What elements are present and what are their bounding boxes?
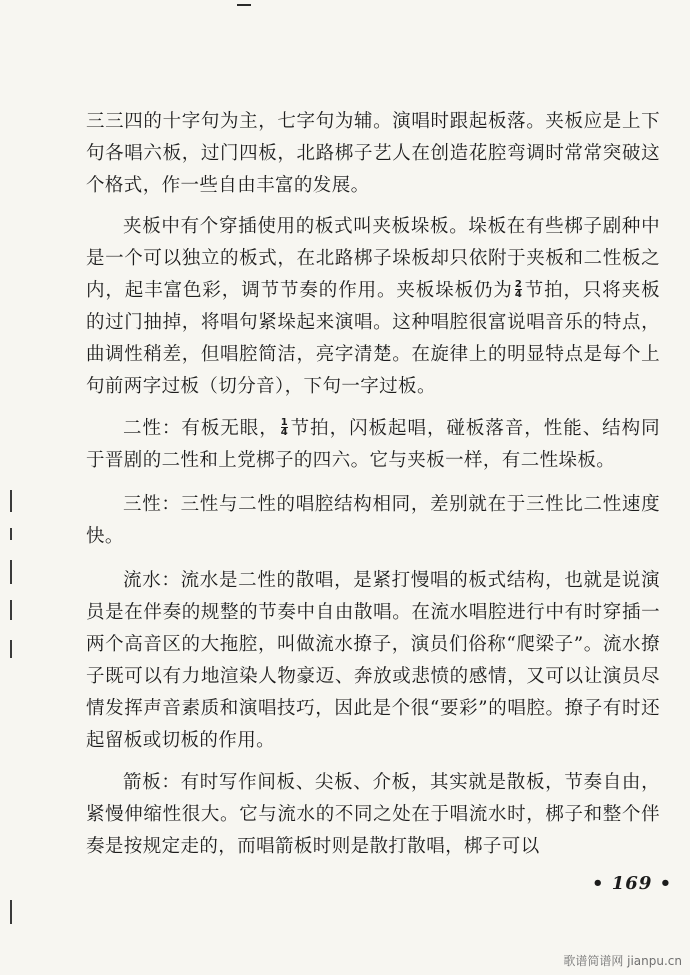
fraction-one-four-denominator: 4 xyxy=(280,426,289,438)
paragraph-jiaban-duoban xyxy=(86,211,660,403)
paragraph-sanxing: 三性：三性与二性的唱腔结构相同，差别就在于三性比二性速度快。 xyxy=(86,494,660,547)
paragraph-jiaban-duoban-part-b: 节拍，只将夹板的过门抽掉，将唱句紧垛起来演唱。这种唱腔很富说唱音乐的特点，曲调性稍差，但唱腔简洁，亮字清楚。在旋律上的明显特点是每个上句前两字过板（切分音），下句一字过板。 xyxy=(86,280,660,397)
fraction-two-four-denominator: 4 xyxy=(514,288,523,300)
watermark: 歌谱简谱网 jianpu.cn xyxy=(563,954,682,968)
margin-line-3 xyxy=(10,560,12,584)
fraction-two-four xyxy=(515,280,522,299)
fraction-one-four-numerator: 1 xyxy=(280,416,289,428)
margin-line-6 xyxy=(10,900,12,924)
paragraph-erxing xyxy=(86,413,660,477)
top-scan-mark xyxy=(237,4,251,6)
paragraph-liushui: 流水：流水是二性的散唱，是紧打慢唱的板式结构，也就是说演员是在伴奏的规整的节奏中自由散唱。在流水唱腔进行中有时穿插一两个高音区的大拖腔，叫做流水撩子，演员们俗称“爬梁子”。流水撩子既可以有力地渲染人物豪迈、奔放或悲愤的感情，又可以让演员尽情发挥声音素质和演唱技巧，因此是个很“要彩”的唱腔。撩子有时还起留板或切板的作用。 xyxy=(86,570,660,751)
paragraph-jiaban-duoban-part-a: 夹板中有个穿插使用的板式叫夹板垛板。垛板在有些梆子剧种中是一个可以独立的板式，在北路梆子垛板却只依附于夹板和二性板之内，起丰富色彩，调节节奏的作用。夹板垛板仍为 xyxy=(86,216,660,301)
paragraph-jianban: 箭板：有时写作间板、尖板、介板，其实就是散板，节奏自由，紧慢伸缩性很大。它与流水的不同之处在于唱流水时，梆子和整个伴奏是按规定走的，而唱箭板时则是散打散唱，梆子可以 xyxy=(86,772,660,857)
margin-line-5 xyxy=(10,640,12,658)
body-text xyxy=(86,106,660,863)
page-number: • 169 • xyxy=(592,873,673,894)
margin-line-1 xyxy=(10,490,12,512)
fraction-two-four-numerator: 2 xyxy=(514,278,523,290)
paragraph-erxing-part-b: 节拍，闪板起唱，碰板落音，性能、结构同于晋剧的二性和上党梆子的四六。它与夹板一样，有二性垛板。 xyxy=(86,418,660,471)
paragraph-erxing-part-a: 二性：有板无眼， xyxy=(123,418,279,439)
margin-line-2 xyxy=(10,528,12,540)
margin-line-4 xyxy=(10,600,12,620)
paragraph-jiaban-structure: 三三四的十字句为主，七字句为辅。演唱时跟起板落。夹板应是上下句各唱六板，过门四板，北路梆子艺人在创造花腔弯调时常常突破这个格式，作一些自由丰富的发展。 xyxy=(86,111,660,196)
fraction-one-four xyxy=(281,418,288,437)
